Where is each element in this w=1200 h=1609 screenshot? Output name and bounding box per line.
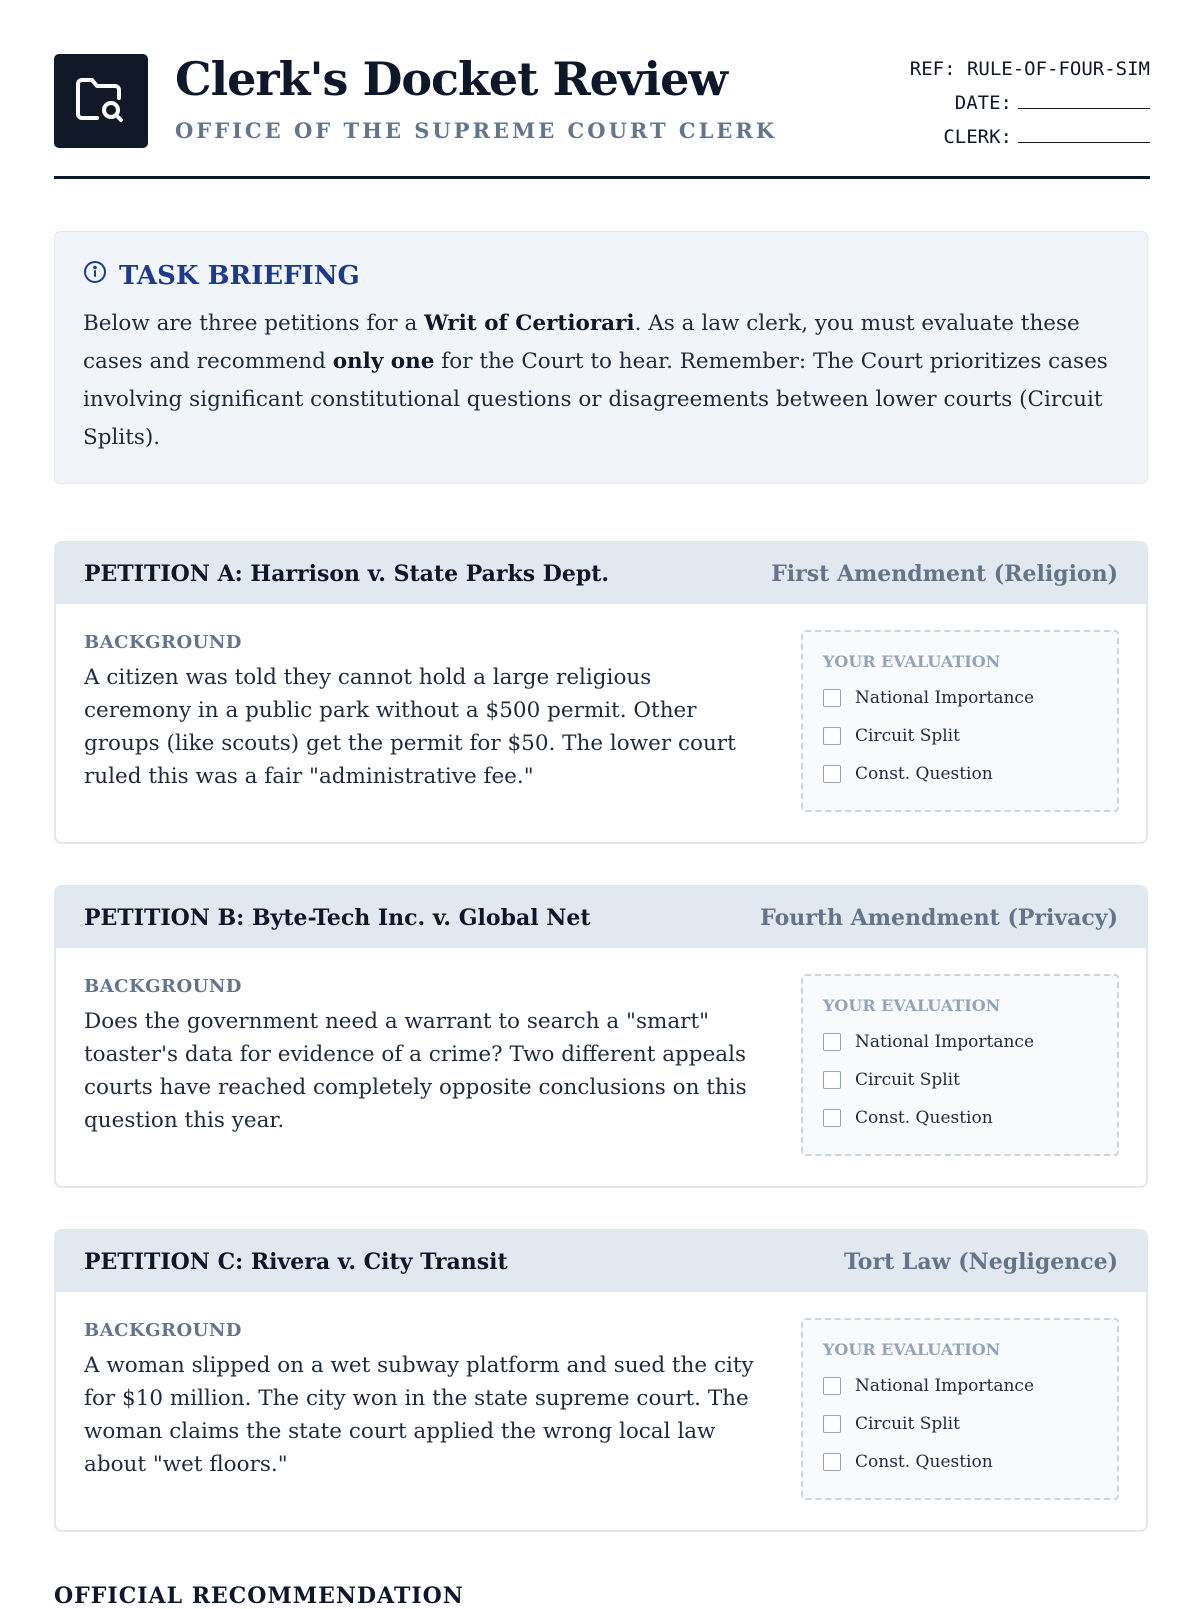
reference-block [910,52,1150,154]
briefing-text-part: Below are three petitions for a [83,311,425,336]
briefing-text-part: for the Court to hear. Remember: The Court prioritizes cases involving significant constitutional questions or disagreements between lower courts (Circuit Splits). [83,349,1108,450]
evaluation-title: YOUR EVALUATION [823,996,1001,1015]
evaluation-box [801,630,1119,812]
const-question-option[interactable] [823,1099,1097,1137]
reference-code: REF: RULE-OF-FOUR-SIM [909,58,1150,80]
writ-term: Writ of Certiorari [424,311,635,336]
petition-name: PETITION C: Rivera v. City Transit [84,1248,508,1275]
evaluation-title: YOUR EVALUATION [823,652,1001,671]
petition-category: Tort Law (Negligence) [843,1248,1118,1275]
option-label: National Importance [855,688,1035,708]
page-header [54,0,1150,179]
circuit-split-option[interactable] [823,1405,1097,1443]
petition-body [56,1292,1146,1481]
background-text: A citizen was told they cannot hold a large religious ceremony in a public park without a $500 permit. Other groups (like scouts) get the permit for $50. The lower court ruled this was a fair "administrative fee." [84,665,736,789]
circuit-split-option[interactable] [823,1061,1097,1099]
petition-body [56,604,1146,793]
checkbox[interactable] [823,1453,841,1471]
page-subtitle: OFFICE OF THE SUPREME COURT CLERK [175,118,778,143]
checkbox[interactable] [823,689,841,707]
docket-page [54,0,1150,1609]
checkbox[interactable] [823,1071,841,1089]
official-recommendation-heading: OFFICIAL RECOMMENDATION [54,1583,464,1609]
date-label: DATE: [954,92,1012,114]
petition-card-c [54,1229,1148,1532]
national-importance-option[interactable] [823,679,1097,717]
option-label: Const. Question [855,1452,993,1472]
petition-header [56,1231,1146,1292]
info-icon [83,260,107,291]
clerk-line [910,120,1150,154]
petition-category: First Amendment (Religion) [771,560,1118,587]
page-title: Clerk's Docket Review [175,52,728,106]
clerk-field[interactable] [1018,122,1150,143]
background-label: BACKGROUND [84,976,242,997]
option-label: National Importance [855,1376,1035,1396]
petition-category: Fourth Amendment (Privacy) [760,904,1118,931]
national-importance-option[interactable] [823,1367,1097,1405]
briefing-text-part: . As a law clerk, you must evaluate these cases and recommend [83,311,1080,374]
background-text: Does the government need a warrant to search a "smart" toaster's data for evidence of a crime? Two different appeals courts have reached completely opposite conclusions on this question this year. [84,1009,747,1133]
checkbox[interactable] [823,1109,841,1127]
petition-name: PETITION A: Harrison v. State Parks Dept. [84,560,610,587]
option-label: Circuit Split [855,1070,960,1090]
background-label: BACKGROUND [84,1320,242,1341]
petition-name: PETITION B: Byte-Tech Inc. v. Global Net [84,904,591,931]
folder-search-icon [54,54,148,148]
date-line [910,86,1150,120]
checkbox[interactable] [823,1377,841,1395]
clerk-label: CLERK: [943,126,1012,148]
briefing-text [83,305,1119,457]
evaluation-box [801,974,1119,1156]
date-field[interactable] [1018,88,1150,109]
option-label: Const. Question [855,1108,993,1128]
background-label: BACKGROUND [84,632,242,653]
checkbox[interactable] [823,765,841,783]
checkbox[interactable] [823,1033,841,1051]
checkbox[interactable] [823,727,841,745]
option-label: Circuit Split [855,1414,960,1434]
only-one-term: only one [332,349,435,374]
option-label: National Importance [855,1032,1035,1052]
national-importance-option[interactable] [823,1023,1097,1061]
petition-header [56,887,1146,948]
briefing-heading [83,260,1119,291]
option-label: Circuit Split [855,726,960,746]
checkbox[interactable] [823,1415,841,1433]
petition-card-b [54,885,1148,1188]
briefing-title: TASK BRIEFING [119,260,360,291]
evaluation-box [801,1318,1119,1500]
circuit-split-option[interactable] [823,717,1097,755]
petition-body [56,948,1146,1137]
background-text: A woman slipped on a wet subway platform and sued the city for $10 million. The city won in the state supreme court. The woman claims the state court applied the wrong local law about "wet floors." [84,1353,754,1477]
petition-card-a [54,541,1148,844]
const-question-option[interactable] [823,1443,1097,1481]
option-label: Const. Question [855,764,993,784]
evaluation-title: YOUR EVALUATION [823,1340,1001,1359]
task-briefing [54,231,1148,484]
petition-header [56,543,1146,604]
const-question-option[interactable] [823,755,1097,793]
